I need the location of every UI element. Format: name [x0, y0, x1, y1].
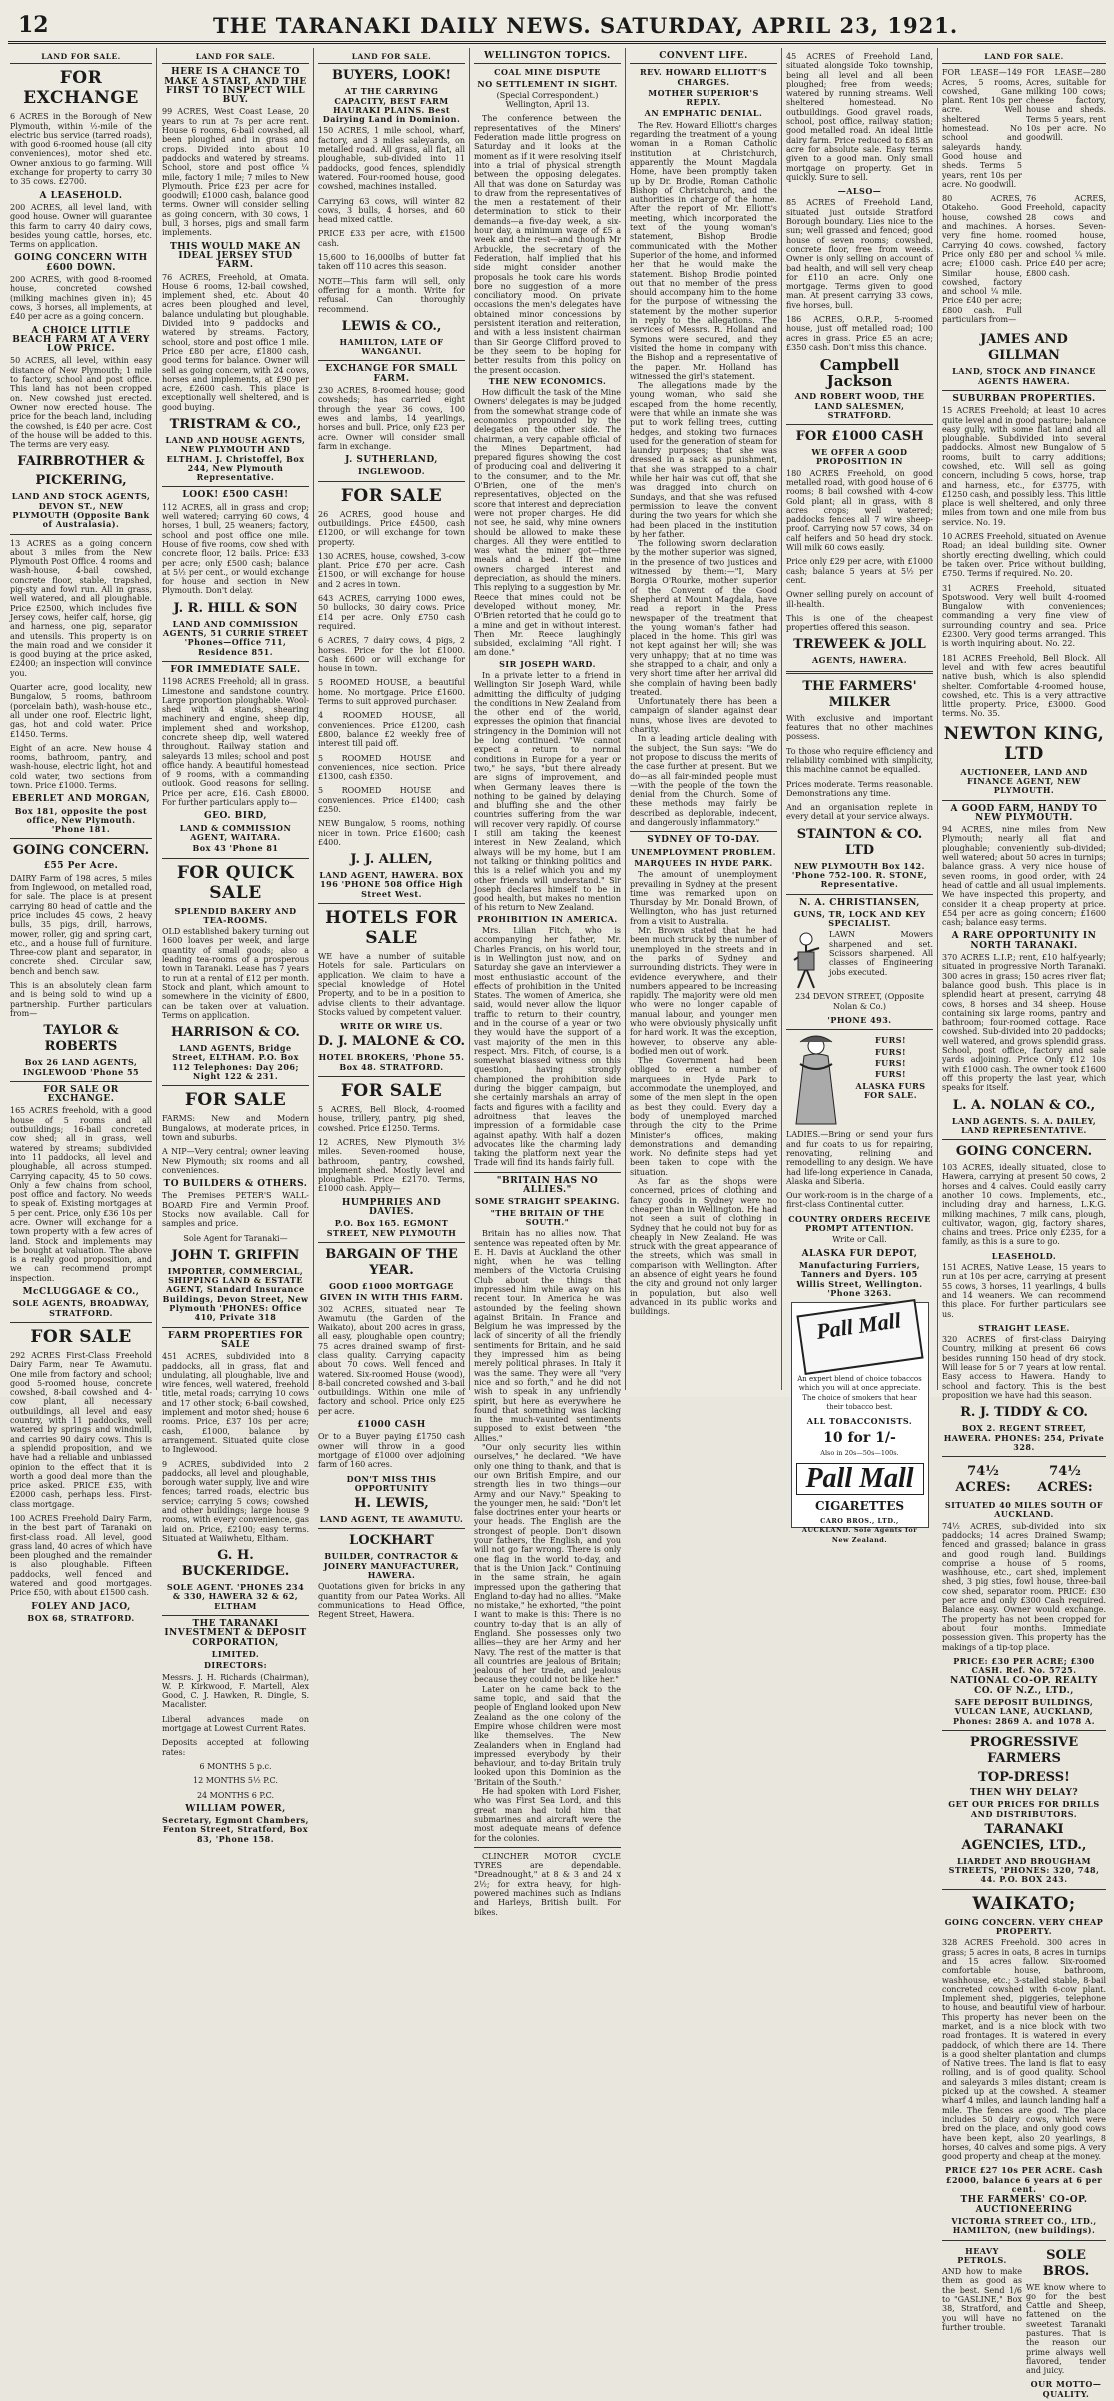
agent-address: NEW PLYMOUTH Box 142. 'Phone 752-100. R. STONE, Representative.	[791, 860, 928, 890]
pall-mall-advert	[791, 1302, 929, 1544]
agent-name: SOLE BROS.	[1042, 2247, 1090, 2279]
ad-heading: HEAVY PETROLS.	[957, 2245, 1007, 2265]
ad-text: 181 ACRES Freehold, Bell Block. All level and with few acres beautiful native bush, which is also splendid shelter. Comfortable 4-roomed house, cowshed, etc. This is a very attractive little property. Price, £3000. Good terms. No. 35.	[942, 653, 1106, 719]
ad-text: 5 ROOMED HOUSE and conveniences. Price £1400; cash £250.	[318, 786, 465, 814]
article-paragraph: The Government had been obliged to erect a number of marquees in Hyde Park to accommodate the unemployed, and some of the men slept in the open as best they could. Every day a body of unemployed marched through the city to the Prime Minister's offices, making demonstrations and demanding work. No definite steps had yet been taken to cope with the situation.	[630, 1056, 777, 1177]
ad-text: 643 ACRES, carrying 1000 ewes, 50 bullocks, 30 dairy cows. Price £14 per acre. Only £750 cash required.	[318, 594, 465, 631]
ad-subheading: AT THE CARRYING CAPACITY, BEST FARM HAURAKI PLAINS. Best Dairying Land in Dominion.	[322, 86, 461, 125]
ad-text: 10 ACRES Freehold, situated on Avenue Road; an ideal building site. Owner shortly erecting dwelling, which could be taken over. Price without building, £750. Terms if required. No. 20.	[942, 532, 1106, 579]
ad-heading: FOR SALE	[340, 1081, 443, 1102]
phone-number: 'PHONE 493.	[827, 1015, 892, 1026]
ad-text: NOTE—This farm will sell, only offering for a month. Write for refusal. Can thoroughly recommend.	[318, 276, 465, 314]
ad-text: Liberal advances made on mortgage at Lowest Current Rates.	[162, 1714, 309, 1734]
ad-heading: WAIKATO;	[972, 1893, 1076, 1914]
ad-text: Carrying 63 cows, will winter 82 cows, 3 bulls, 4 horses, and 60 head mixed cattle.	[318, 196, 465, 225]
ad-heading: LOOK! £500 CASH!	[182, 490, 289, 501]
agent-address: AGENTS, HAWERA.	[811, 655, 908, 666]
fur-slogan: FURS!	[874, 1035, 907, 1046]
ad-heading: FOR SALE	[340, 485, 443, 506]
fur-slogan: FURS!	[874, 1057, 907, 1068]
article-subheading: THE NEW ECONOMICS.	[488, 375, 607, 386]
agent-name: H. LEWIS,	[354, 1496, 429, 1512]
ad-text: 80 ACRES, Otakeho. Good house, cowshed and machines. A very fine home. Carrying 40 cows. Price only £80 per acre; £1000 cash. Similar house, cowshed, factory and school ¼ mile. Price £40 per acre; £800 cash. Full particulars from—	[942, 194, 1022, 325]
ad-text: Write or Call.	[832, 1235, 887, 1245]
ad-subheading: A LEASEHOLD.	[39, 190, 123, 201]
ad-text: 9 ACRES, subdivided into 2 paddocks, all level and ploughable, borough water supply, live and wire fences; tarred roads, electric bus service; carrying 5 cows; cowshed and other buildings; large house 9 rooms, with every convenience, gas laid on. Price, £2100; easy terms. Situated at Waiiwhetu, Eltham.	[162, 1459, 309, 1543]
fur-lady-illustration	[786, 1034, 844, 1130]
ad-text: CLINCHER MOTOR CYCLE TYRES are dependable. "Dreadnought," at 8 & 3 and 24 x 2½; for extra heavy, for high-powered machines such as Indians and Harleys, British built. For bikes.	[474, 1851, 621, 1917]
agent-name: R. J. TIDDY & CO.	[960, 1405, 1088, 1421]
agent-address: INGLEWOOD.	[358, 466, 425, 477]
agent-name: Campbell Jackson	[819, 356, 900, 391]
agent-name: D. J. MALONE & CO.	[318, 1034, 466, 1050]
agent-name: EBERLET AND MORGAN,	[11, 794, 151, 805]
ad-price: PRICE £27 10s PER ACRE. Cash £2000, balance 6 years at 6 per cent.	[945, 2165, 1103, 2195]
ad-subheading: OUR MOTTO—QUALITY.	[1030, 2379, 1102, 2399]
agent-name: LEWIS & CO.,	[341, 318, 442, 334]
agent-address: SAFE DEPOSIT BUILDINGS, VULCAN LANE, AUCKLAND, Phones: 2869 A. and 1078 A.	[952, 1697, 1096, 1726]
ad-heading: FOR IMMEDIATE SALE.	[170, 664, 301, 675]
article-paragraph: The amount of unemployment prevailing in Sydney at the present time was remarked upon on Thursday by Mr. Donald Brown, of Wellington, who has just returned from a visit to Australia.	[630, 870, 777, 926]
agent-address: P.O. Box 165. EGMONT STREET, NEW PLYMOUTH	[326, 1218, 457, 1238]
ad-subheading: ALL TOBACCONISTS.	[806, 1416, 913, 1427]
agent-name: McCLUGGAGE & CO.,	[22, 1287, 140, 1298]
article-paragraph: "Our only security lies within ourselves," he declared. "We have only one thing to thank, and that is our own British Empire, and our strength lies in two things—our Army and our Navy." Speaking to the younger men, he said: "Don't let false doctrines enter your hearts or your heads. The English are the strongest of people. Don't disown your fathers, the English, and you will not go far wrong. There is only one flag in the world to-day, and that is the Union Jack." Continuing in the same strain, he again impressed upon the gathering that England to-day had no allies. "Make no mistake," he exhorted, "the point I want to make is this: There is no country to-day that is an ally of England. She possesses only two allies—they are her Army and her Navy. The rest of the matter is that all countries are jealous of Britain; jealous of her trade, and jealous because they could not be like her."	[474, 1443, 621, 1685]
agent-address: BOX 68, STRATFORD.	[27, 1612, 135, 1623]
article-heading: WELLINGTON TOPICS.	[474, 52, 621, 64]
agent-address: LAND AGENT, TE AWAMUTU.	[319, 1514, 464, 1525]
ad-text: 302 ACRES, situated near Te Awamutu (the Garden of the Waikato), about 200 acres in grass, all easy, ploughable open country; 75 acres drained swamp of first-class quality. Carrying capacity about 70 cows. Well fenced and watered. Six-roomed House (wood), 8-bail concreted cowshed and 3-bail outbuildings. Within one mile of factory and school. Price only £25 per acre.	[318, 1304, 465, 1416]
ad-text: LADIES.—Bring or send your furs and fur coats to us for repairing, renovating, relining and remodelling to any design. We have had life-long experience in Canada, Alaska and Siberia.	[786, 1130, 933, 1186]
agent-name: FOLEY AND JACO,	[31, 1601, 131, 1612]
agent-name: ALASKA FUR DEPOT,	[801, 1248, 918, 1259]
ad-text: 1198 ACRES Freehold; all in grass. Limestone and sandstone country. Large proportion ploughable. Wool-shed with 4 stands, shearing machinery and engine, sheep dip, implement shed and workshop, concrete sheep dip, well watered throughout. Railway station and saleyards 13 miles; school and post office handy. A beautiful homestead of 9 rooms, with a commanding outlook. Good reasons for selling. Price per acre, £16. Cash £8000. For further particulars apply to—	[162, 677, 309, 808]
agent-address: LAND AGENT, HAWERA. BOX 196 'PHONE 508 Office High Street West.	[319, 870, 464, 899]
ad-text: 103 ACRES, ideally situated, close to Hawera, carrying at present 50 cows, 2 horses and 4 calves. Could easily carry another 10 cows. Implements, etc., including dray and harness, L.K.G. milking machines, 7 milk cans, plough, cultivator, wagon, gig, factory shares, chains and trees. Price only £235, for a family, as this is a sure to go.	[942, 1163, 1106, 1247]
ad-heading: FOR £1000 CASH	[795, 429, 924, 445]
ad-subheading: CIGARETTES	[814, 1498, 905, 1513]
ad-text: This is an absolutely clean farm and is being sold to wind up a partnership. Further particulars from—	[10, 981, 152, 1018]
ad-subheading: THIS WOULD MAKE AN IDEAL JERSEY STUD FARM.	[169, 241, 302, 271]
ad-text: FOR LEASE—149 Acres, 5 rooms, cowshed, Gane plant. Rent 10s per acre. Well sheltered homestead. No school and saleyards handy. Good house and sheds. Terms 5 years, rent 10s per acre. No goodwill.	[942, 68, 1022, 189]
column-7	[942, 52, 1106, 2399]
column-rule	[313, 48, 314, 1390]
cigarette-pack-illustration	[796, 1299, 923, 1375]
article-subheading: COAL MINE DISPUTE	[494, 67, 601, 78]
article-subheading: NO SETTLEMENT IN SIGHT.	[477, 78, 618, 89]
article-heading: SYDNEY OF TO-DAY.	[647, 835, 760, 846]
ad-text: 31 ACRES Freehold, situated Spotswood. Very well built 4-roomed Bungalow with conveniences; commanding a very fine view of surrounding country and sea. Price £2300. Very good terms arranged. This is worth inquiring about. No. 22.	[942, 583, 1106, 649]
ad-text: 292 ACRES First-Class Freehold Dairy Farm, near Te Awamutu. One mile from factory and school; good 5-roomed house, concrete cowshed, 8-bail cowshed and 4-cow plant, all necessary outbuildings, all level and easy country, with 11 paddocks, well watered by springs and windmill, and carries 90 dairy cows. This is a splendid proposition, and we have had a reliable and unbiassed opinion to the effect that it is worth a good deal more than the price asked. PRICE £35, with £2000 cash, perhaps less. First-class mortgage.	[10, 1350, 152, 1509]
ad-heading: FOR QUICK SALE	[176, 862, 295, 903]
ad-heading: SUBURBAN PROPERTIES.	[952, 393, 1096, 404]
ad-heading: 74½ ACRES:	[955, 1464, 1011, 1496]
agent-subtitle: LIMITED.	[211, 1648, 260, 1659]
agent-name: LOCKHART	[349, 1533, 434, 1549]
agent-name: J. J. ALLEN,	[350, 852, 433, 868]
ad-text: Price only £29 per acre, with £1000 cash; balance 5 years at 5½ per cent.	[786, 557, 933, 585]
agent-address: AUCTIONEER, LAND AND FINANCE AGENT, NEW PLYMOUTH.	[960, 766, 1088, 796]
ad-text: 15,600 to 16,000lbs of butter fat taken off 110 acres this season.	[318, 253, 465, 272]
agent-name: HARRISON & CO.	[171, 1025, 300, 1041]
agent-name: NATIONAL CO-OP. REALTY CO. OF N.Z., LTD.,	[950, 1676, 1098, 1696]
ad-text: 13 ACRES as a going concern about 3 miles from the New Plymouth Post Office. 4 rooms and wash-house, 4-bail cowshed, concrete floor, stable, trapshed, pig-sty and fowl run. All in grass, well watered, and all ploughable. Price £2500, which includes five Jersey cows, heifer calf, horse, gig and harness, one pig, separator and utensils. This property is on the main road and we consider it is good buying at the price asked, £2400; an inspection will convince you.	[10, 538, 152, 678]
article-subheading: REV. HOWARD ELLIOTT'S CHARGES.	[639, 67, 768, 87]
agent-name: TAYLOR & ROBERTS	[43, 1023, 119, 1055]
article-paragraph: The Rev. Howard Elliott's charges regarding the treatment of a young woman in a Roman Catholic institution at Christchurch, apparently the Mount Magdala Home, have been promptly taken up by Dr. Brodie, Roman Catholic Bishop of Christchurch, and the authorities in charge of the home. After the report of Mr. Elliott's meeting, which incorporated the text of the young woman's statement, Bishop Brodie communicated with the Mother Superior of the home, and informed her that he would make the statement. Bishop Brodie pointed out that no member of the press should accompany him to the home for the purpose of witnessing the statement by the mother superior in reply to the allegations. The services of Messrs. R. Holland and Symons were secured, and they visited the home in company with the Bishop and a representative of the paper. Mr. Holland has witnessed the girl's statement.	[630, 120, 777, 381]
ad-heading: FOR SALE	[30, 1326, 132, 1347]
ad-text: 85 ACRES of Freehold Land, situated just outside Stratford Borough boundary. Lies nice to the sun; well grassed and fenced; good house of seven rooms; cowshed, concrete floor, free from weeds. Owner is only selling on account of bad health, and will sell very cheap for £110 an acre. Only one mortgage. Terms given to good man. At present carrying 33 cows, five horses, bull.	[786, 198, 933, 310]
article-paragraph: The allegations made by the young woman, who said she escaped from the home recently, were that while an inmate she was put to work felling trees, cutting hedges, and stoking two furnaces used for the generation of steam for laundry purposes; that she was dressed in a sack as punishment, that she was strapped to a chair while her hair was cut off, that she was dragged into church on Sundays, and that she was refused permission to leave the convent during the two years for which she had been placed in the institution by her father.	[630, 381, 777, 539]
ad-text: 26 ACRES, good house and outbuildings. Price £4500, cash £1200, or will exchange for town property.	[318, 509, 465, 547]
agent-address: HAMILTON, LATE OF WANGANUI.	[339, 336, 444, 357]
ad-heading: THE FARMERS' MILKER	[802, 678, 917, 710]
ad-subheading: £1000 CASH	[357, 1420, 426, 1431]
ad-text: Quotations given for bricks in any quantity from our Patea Works. All communications to Head Office, Regent Street, Hawera.	[318, 1582, 465, 1620]
article-paragraph: How difficult the task of the Mine Owners' delegates is may be judged from the somewhat strange code of economics propounded by the delegates on the other side. The chairman, a very capable official of the Mines Department, had prepared figures showing the cost of producing coal and delivering it to the consumer, and to the Mr. O'Brien, one of the men's representatives, objected on the score that interest and depreciation were not proper charges. He did not see, he said, why mine owners should be allowed to make these charges. All they were entitled to was what the miner got—three meals and a bed. If the mine owners charged interest and depreciation, as should the miners. This replying to a suggestion by Mr. Reece that mines could not be developed without money, Mr. O'Brien retorted that he could go to a mine and get in without interest. Then Mr. Reece laughingly subsided, exclaiming "All right. I am done."	[474, 388, 621, 658]
ad-text: 94 ACRES, nine miles from New Plymouth; nearly all flat and ploughable; conveniently sub-divided; well watered; about 50 acres in turnips; balance grass. A very nice house of seven rooms, in good order, with 24 head of cattle and all usual implements. We have inspected this property, and consider it a cheap property at price. £54 per acre as going concern; £1600 cash; balance easy terms.	[942, 825, 1106, 928]
ad-subheading: —ALSO—	[837, 186, 882, 197]
agent-name: J. R. HILL & SON	[173, 600, 298, 616]
agent-address: LAND & COMMISSION AGENT, WAITARA.	[179, 822, 292, 842]
article-paragraph: Mrs. Lilian Fitch, who is accompanying her father, Mr. Charles Francis, on his world tour, is in Wellington just now, and on Saturday she gave an interviewer a most enthusiastic account of the effects of prohibition in the United States. The women of America, she said, would never allow the liquor traffic to return to their country, and in the course of a year or two they would have the support of a vast majority of the men in this respect. Mrs. Fitch, of course, is a somewhat biassed witness on this question, having strongly championed the prohibition side during the bigger campaign, but she certainly marshals an array of facts and figures with a facility and adroitness that leaves the impression of a formidable case against apathy. With half a dozen advocates like the charming lady taking the platform next year the Trade will find its hands fairly full.	[474, 926, 621, 1168]
ad-text: 100 ACRES Freehold Dairy Farm, in the best part of Taranaki on first-class road. All level, good grass land, 40 acres of which have been ploughed and the remainder is also ploughable. Fifteen paddocks, well fenced and watered and good mortgages. Price £50, with about £1500 cash.	[10, 1514, 152, 1598]
agent-name: J. SUTHERLAND,	[345, 455, 438, 466]
column-4	[474, 51, 622, 1917]
ad-heading: HERE IS A CHANCE TO MAKE A START, AND THE FIRST TO INSPECT WILL BUY.	[164, 67, 307, 106]
ad-subheading: SPLENDID BAKERY AND TEA-ROOMS.	[174, 905, 297, 925]
ad-heading: A RARE OPPORTUNITY IN NORTH TARANAKI.	[951, 931, 1097, 951]
article-paragraph: The conference between the representatives of the Miners' Federation made little progress on Saturday and it looks at the moment as if it were resolving itself into a trial of physical strength between the opposing delegates. All that was done on Saturday was to draw from the representatives of the men a restatement of their determination to stick to their demands—a five-day week, a six-hour day, a minimum wage of £5 a week and the rest—and though Mr Arbuckle, the secretary of the Federation, half implied that his side might consider another proposals he took care his words bore no suggestion of a more conciliatory mood. On private occasions the men's delegates have obtained minor concessions by persistent iteration and reiteration, and with a less insistent chairman than Sir George Clifford proved to be they seem to be hoping for better results from this policy on the present occasion.	[474, 114, 621, 375]
agent-name: TRISTRAM & CO.,	[169, 416, 302, 432]
article-subheading: PROHIBITION IN AMERICA.	[477, 913, 618, 924]
agent-name: G. H. BUCKERIDGE.	[181, 1548, 290, 1580]
article-dateline: (Special Correspondent.) Wellington, April 13.	[496, 90, 599, 110]
agent-address: Secretary, Egmont Chambers, Fenton Street, Stratford, Box 83, 'Phone 158.	[162, 1815, 309, 1844]
article-subheading: UNEMPLOYMENT PROBLEM.	[631, 846, 776, 857]
ad-text: 200 ACRES, with good 8-roomed house, concreted cowshed (milking machines given in); 45 cows, 3 horses, all implements, at £40 per acre as a going concern.	[10, 275, 152, 322]
agent-address: LIARDET AND BROUGHAM STREETS, 'PHONES: 320, 748, 44. P.O. BOX 243.	[948, 1855, 1100, 1885]
agent-address: Manufacturing Furriers, Tanners and Dyers. 105 Willis Street, Wellington. 'Phone 3263.	[796, 1259, 923, 1298]
article-heading: "BRITAIN HAS NO ALLIES."	[496, 1175, 599, 1196]
fur-slogan: FURS!	[874, 1046, 907, 1057]
rate-line: 12 MONTHS 5½ P.C.	[193, 1776, 278, 1786]
column-rule	[156, 48, 157, 1390]
ad-text: A NIP—Very central; owner leaving New Plymouth; six rooms and all conveniences.	[162, 1147, 309, 1175]
ad-text: 180 ACRES Freehold, on good metalled road, with good house of 6 rooms; 8 bail cowshed with 4-cow Gold plant; all in grass, with 8 acres crops; well watered; paddocks fences all 7 wire sheep-proof. Carrying now 57 cows, 34 on calf heifers and 50 head dry stock. Will milk 60 cows easily.	[786, 468, 933, 553]
ad-text: 99 ACRES, West Coast Lease, 20 years to run at 7s per acre rent. House 6 rooms, 6-bail cowshed, all been ploughed and in grass and crops. Divided into about 10 paddocks and watered by streams. School, store and post office ¼ mile, factory 1 mile; 7 miles to New Plymouth. Price £23 per acre for goodwill; £1000 cash, balance good terms. Owner will consider selling as going concern, with 30 cows, 1 bull, 3 horses, pigs and small farm implements.	[162, 107, 309, 238]
column-heading: LAND FOR SALE.	[942, 52, 1106, 64]
article-paragraph: He had spoken with Lord Fisher, who was First Sea Lord, and this great man had told him that submarines and aircraft were the most adequate means of defence for the colonies.	[474, 1787, 621, 1843]
ad-subheading: DIRECTORS:	[203, 1660, 268, 1671]
masthead	[8, 4, 1106, 44]
agent-box: Box 43 'Phone 81	[192, 843, 279, 854]
ad-heading: 74½ ACRES:	[1037, 1464, 1093, 1496]
ad-text: 200 ACRES, all level land, with good house. Owner will guarantee this farm to carry 40 dairy cows, besides young cattle, horses, etc. Terms on application.	[10, 202, 152, 250]
agent-address: LAND AGENTS. S. A. DAILEY, LAND REPRESENTATIVE.	[951, 1115, 1097, 1135]
ad-text: 74½ ACRES, sub-divided into six paddocks; 14 acres Drained Swamp; fenced and grassed; balance in grass and good rough land. Buildings comprise a house of 5 rooms, washhouse, etc., cart shed, implement shed, 3 pig sties, fowl house, three-bail cow shed, separator room. PRICE: £30 per acre and only £300 Cash required. Balance easy. Owner would exchange. The property has not been cropped for about four months. Immediate possession given. This property has the makings of a tip-top place.	[942, 1521, 1106, 1652]
ad-text: 328 ACRES Freehold. 300 acres in grass; 5 acres in oats, 8 acres in turnips and 15 acres fallow. Six-roomed comfortable house, bathroom, washhouse, etc.; 3-stalled stable, 8-bail concreted cowshed with 6-cow plant. Implement shed, piggeries, telephone to house, and beautiful view of harbour. This property has never been on the market, and is a nice block with two road frontages. It is watered in every paddock, of which there are 14. There is a good shelter plantation and clumps of Native trees. The land is flat to easy rolling, and is of good quality. School and saleyards 3 miles distant; cream is picked up at the cowshed. A steamer wharf 4 miles, and launch landing half a mile. The fences are good. The place includes 50 dairy cows, which were bred on the place, and only good cows have been kept, also 20 yearlings, 8 horses, 40 calves and some pigs. A very good property and cheap at the money.	[942, 1938, 1106, 2162]
ad-text: 15 ACRES Freehold; at least 10 acres quite level and in good pasture; balance easy gully, with some flat land and all ploughable. Subdivided into several paddocks. Almost new Bungalow of 5 rooms, built to carry additions; cowshed, etc. Will sell as going concern, including 5 cows, horse, trap and harness, etc., for £3775, with £1250 cash, and possibly less. This little place is well sheltered, and only three miles from town and one mile from bus service. No. 19.	[942, 406, 1106, 527]
ad-text: DAIRY Farm of 198 acres, 5 miles from Inglewood, on metalled road, for sale. The place is at present carrying 80 head of cattle and the price includes 45 cows, 2 heavy bulls, 35 pigs, drill, harrows, mower, roller, gig and spring cart, etc., and a house full of furniture. Three-cow plant and separator, in concrete shed. Circular saw, bench and bench saw.	[10, 873, 152, 976]
article-subheading: "THE BRITAIN OF THE SOUTH."	[490, 1207, 605, 1227]
ad-subheading: GET OUR PRICES FOR DRILLS AND DISTRIBUTORS.	[948, 1799, 1100, 1819]
ad-price: 10 for 1/-	[823, 1429, 896, 1446]
agent-address: AND ROBERT WOOD, THE LAND SALESMEN, STRATFORD.	[794, 391, 925, 420]
article-paragraph: Later on he came back to the same topic, and said that the people of England looked upon New Zealand as the one colony of the Empire whose children were most like themselves. The New Zealanders when in England had impressed everybody by their behaviour, and to-day Britain truly looked upon this Dominion as the 'Britain of the South.'	[474, 1684, 622, 1787]
ad-subheading: LEASEHOLD.	[991, 1250, 1057, 1261]
agent-name: TARANAKI AGENCIES, LTD.,	[961, 1821, 1087, 1853]
ad-price: £55 Per Acre.	[43, 861, 119, 872]
ad-text: NEW Bungalow, 5 rooms, nothing nicer in town. Price £1600; cash £400.	[318, 819, 465, 847]
ad-text: Prices moderate. Terms reasonable. Demonstrations any time.	[786, 779, 933, 798]
ad-heading: FARM PROPERTIES FOR SALE	[167, 1330, 304, 1350]
ad-text: WE have a number of suitable Hotels for sale. Particulars on application. We claim to have a special knowledge of Hotel Property, and to be in a position to advise clients to their advantage. Stocks valued by competent valuer.	[318, 952, 465, 1017]
ad-text: Deposits accepted at following rates:	[162, 1738, 309, 1757]
ad-heading: BUYERS, LOOK!	[331, 68, 452, 84]
ad-heading: A GOOD FARM, HANDY TO NEW PLYMOUTH.	[950, 803, 1098, 823]
ad-text: FOR LEASE—280 Acres, suitable for milking 100 cows; cheese factory, house and sheds. Terms 5 years, rent 10s per acre. No goodwill.	[1026, 68, 1106, 143]
agent-address: BOX 2. REGENT STREET, HAWERA. PHONES: 254, Private 328.	[943, 1423, 1105, 1452]
lawn-mower-man-illustration	[786, 930, 826, 992]
agent-name: NEWTON KING, LTD	[943, 723, 1105, 764]
article-paragraph: The following sworn declaration by the mother superior was signed, in the presence of two justices and witnessed by them:—"I, Mary Borgia O'Rourke, mother superior of the Convent of the Good Shepherd at Mount Magdala, have read a report in the Press newspaper of the treatment that the young woman's father had placed in the home. This girl was not kept against her will; she was very unhappy; that at no time was she strapped to a chair, and only a very short time after her arrival did she complain of having been badly treated.	[630, 539, 777, 697]
agent-address: SOLE AGENTS, BROADWAY, STRATFORD.	[12, 1298, 150, 1318]
ad-text: 12 ACRES, New Plymouth 3½ miles. Seven-roomed house, bathroom, pantry, cowshed, implement shed. Mostly level and ploughable. Price £2170. Terms, £1000 cash. Apply—	[318, 1137, 465, 1194]
ad-text: 370 ACRES L.I.P.; rent, £10 half-yearly; situated in progressive North Taranaki. 300 acres in grass; 150 acres river flat; balance good bush. This place is in splendid heart at present, carrying 48 cows, 8 horses and 34 sheep. House containing six large rooms, pantry and bathroom; four-roomed cottage. Race cowshed. Sub-divided into 20 paddocks; well watered, and grows splendid grass. School, post office, factory and sale yards adjoining. Price Only £12 10s with £1000 cash. The owner took £1600 off this property the last year, which speaks for itself.	[942, 953, 1106, 1093]
page-number: 12	[18, 12, 49, 38]
column-heading: LAND FOR SALE.	[10, 52, 152, 64]
ad-text: Also in 20s—50s—100s.	[820, 1448, 899, 1457]
article-paragraph: In a private letter to a friend in Wellington Sir Joseph Ward, while admitting the difficulty of judging the conditions in New Zealand from the other end of the world, expresses the opinion that financial stringency in the Dominion will not be long continued. "We cannot expect a return to normal conditions in Europe for a year or two," he says, "but there already are signs of improvement, and when Germany leaves there is nothing to be gained by delaying and bluffing she and the other countries suffering from the war will recover very rapidly. Of course I still am taking the keenest interest in New Zealand, which always will be my home, but I am not talking or thinking politics and this is a relief which you and my other friends will understand." Sir Joseph declares himself to be in good health, but makes no mention of his return to New Zealand.	[474, 671, 621, 913]
agent-address: VICTORIA STREET CO., LTD., HAMILTON, (new buildings).	[951, 2215, 1097, 2236]
agent-address: CARO BROS., LTD., AUCKLAND. Sole Agents for New Zealand.	[801, 1516, 918, 1544]
ad-heading: GOING CONCERN.	[12, 843, 150, 859]
ad-subheading: GOING CONCERN. VERY CHEAP PROPERTY.	[944, 1916, 1104, 1937]
column-2	[162, 52, 309, 1844]
ad-text: Our work-room is in the charge of a first-class Continental cutter.	[786, 1191, 933, 1210]
ad-text: Owner selling purely on account of ill-health.	[786, 590, 933, 609]
agent-name: GEO. BIRD,	[203, 811, 268, 822]
ad-heading: GOING CONCERN.	[955, 1144, 1093, 1160]
ad-text: 234 DEVON STREET, (Opposite Nolan & Co.)	[795, 992, 924, 1011]
ad-text: 45 ACRES of Freehold Land, situated alongside Toko township, being all level and all been ploughed; free from weeds; watered by running streams. Well sheltered homestead. No outbuildings. Good gravel roads, school, post office, railway station; good metalled road. An ideal little dairy farm. Price reduced to £85 an acre for absolute sale. Easy terms given to a good man. Only small mortgage on property. Get in quickly. Sure to sell.	[786, 52, 933, 182]
ad-text: 130 ACRES, house, cowshed, 3-cow plant. Price £70 per acre. Cash £1500, or will exchange for house and 2 acres in town.	[318, 551, 465, 589]
ad-subheading: DON'T MISS THIS OPPORTUNITY	[346, 1473, 437, 1493]
agent-name: TREWEEK & JOLL	[793, 637, 926, 653]
article-subheading: SOME STRAIGHT SPEAKING.	[475, 1196, 620, 1207]
agent-name: N. A. CHRISTIANSEN,	[799, 897, 920, 908]
column-3	[318, 52, 466, 1620]
ad-text: To those who require efficiency and reliability combined with simplicity, this machine cannot be equalled.	[786, 746, 933, 775]
agent-address: IMPORTER, COMMERCIAL, SHIPPING LAND & ESTATE AGENT, Standard Insurance Buildings, Devon Street, New Plymouth 'PHONES: Office 410, Private 318	[162, 1265, 309, 1323]
ad-text: 76 ACRES, Freehold, at Omata. House 6 rooms, 12-bail cowshed, implement shed, etc. About 40 acres been ploughed and level, balance undulating but ploughable. Divided into 9 paddocks and watered by streams. Factory, school, store and post office 1 mile. Price £80 per acre, £1800 cash, good terms for balance. Owner will sell as going concern, with 24 cows, horses and implements, at £90 per acre, £2600 cash. This place is exceptionally well sheltered, and is good buying.	[162, 272, 309, 412]
agent-address: BUILDER, CONTRACTOR & JOINERY MANUFACTURER, HAWERA.	[323, 1551, 460, 1581]
column-6	[786, 52, 933, 1544]
agent-address: LAND AGENTS, Bridge Street, ELTHAM. P.O. Box 112 Telephones: Day 206; Night 122 & 231.	[172, 1043, 299, 1082]
newspaper-title: THE TARANAKI DAILY NEWS. SATURDAY, APRIL 23, 1921.	[213, 13, 959, 38]
ad-subheading: THEN WHY DELAY?	[969, 1787, 1079, 1798]
ad-subheading: A CHOICE LITTLE BEACH FARM AT A VERY LOW PRICE.	[12, 325, 150, 355]
agent-name: L. A. NOLAN & CO.,	[952, 1097, 1096, 1113]
ad-subheading: GIVEN IN WITH THIS FARM.	[319, 1292, 464, 1303]
agent-address: LAND, STOCK AND FINANCE AGENTS HAWERA.	[952, 366, 1096, 386]
article-subheading: MOTHER SUPERIOR'S REPLY.	[648, 87, 759, 108]
agent-name: THE TARANAKI INVESTMENT & DEPOSIT CORPORATION,	[164, 1619, 307, 1648]
ad-subheading: STRAIGHT LEASE.	[978, 1322, 1070, 1333]
ad-text: Or to a Buyer paying £1750 cash owner will throw in a good mortgage of £1000 over adjoining farm of 160 acres.	[318, 1432, 465, 1470]
agent-name: STAINTON & CO. LTD	[796, 826, 923, 858]
ad-subheading: GOOD £1000 MORTGAGE	[329, 1280, 454, 1291]
ad-text: 320 ACRES of first-class Dairying Country, milking at present 66 cows besides running 150 head of dry stock. Will lease for 5 or 7 years at low rental. Easy access to Hawera. Handy to school and factory. This is the best proposition we have had this season.	[942, 1335, 1106, 1400]
ad-heading: EXCHANGE FOR SMALL FARM.	[325, 364, 458, 384]
ad-text: Messrs. J. H. Richards (Chairman), W. P. Kirkwood, F. Martell, Alex Good, C. J. Hawken, R. Dingle, S. Macalister.	[162, 1672, 309, 1710]
ad-text: 230 ACRES, 8-roomed house; good cowsheds; has carried eight through the year 36 cows, 100 ewes and lambs, 14 yearlings, horses and bull. Price, only £23 per acre. Owner will consider small farm in exchange.	[318, 386, 465, 451]
ad-heading: FOR SALE OR EXCHANGE.	[43, 1084, 119, 1105]
ad-text: 76 ACRES, Freehold, capacity 28 cows and horses. Seven-roomed house, cowshed, factory and school ¼ mile. Price £40 per acre; £800 cash.	[1026, 194, 1106, 278]
ad-text: 451 ACRES, subdivided into 8 paddocks, all in grass, flat and undulating, all ploughable, live and wire fences, well watered, freehold title, metal roads; carrying 10 cows and 17 other stock; 6-bail cowshed, implement and motor shed; house 6 rooms. Price, £37 10s per acre; cash, £1000, balance by arrangement. Situated quite close to Inglewood.	[162, 1352, 309, 1455]
agent-address: Box 26 LAND AGENTS, INGLEWOOD 'Phone 55	[22, 1057, 140, 1077]
article-paragraph: Unfortunately there has been a campaign of slander against dear nuns, whose lives are devoted to charity.	[630, 697, 777, 735]
column-heading: LAND FOR SALE.	[318, 52, 465, 64]
ad-text: 6 ACRES, 7 dairy cows, 4 pigs, 2 horses. Price for the lot £1000. Cash £600 or will exchange for house in town.	[318, 636, 465, 674]
agent-name: WILLIAM POWER,	[185, 1803, 286, 1814]
agent-name: THE FARMERS' CO-OP. AUCTIONEERING	[960, 2195, 1088, 2215]
ad-text: This is one of the cheapest properties offered this season.	[786, 613, 933, 633]
ad-heading: FOR EXCHANGE	[23, 68, 139, 109]
agent-address: SOLE AGENT. 'PHONES 234 & 330, HAWERA 32 & 62, ELTHAM	[166, 1582, 305, 1611]
ad-subheading: GOING CONCERN WITH £600 DOWN.	[14, 253, 148, 273]
ad-subheading: COUNTRY ORDERS RECEIVE PROMPT ATTENTION.	[788, 1213, 931, 1234]
column-1	[10, 52, 152, 1623]
agent-address: LAND AND COMMISSION AGENTS, 51 CURRIE STREET 'Phones—Office 711, Residence 851.	[162, 618, 309, 657]
ad-text: AND how to make them as good as the best. Send 1/6 to "GASLINE," Box 38, Stratford, and you will have no further trouble.	[942, 2267, 1022, 2332]
ad-text: Eight of an acre. New house 4 rooms, bathroom, pantry, and wash-house, electric light, hot and cold water, two sections from town. Price £1000. Terms.	[10, 743, 152, 790]
agent-name: FAIRBROTHER &	[17, 454, 145, 470]
ad-subheading: WRITE OR WIRE US.	[340, 1021, 443, 1032]
article-subheading: MARQUEES IN HYDE PARK.	[634, 857, 773, 868]
article-subheading: AN EMPHATIC DENIAL.	[644, 108, 763, 119]
ad-text: 50 ACRES, all level, within easy distance of New Plymouth; 1 mile to factory, school and post office. This land has not been cropped on. New cowshed just erected. Owner now erected house. The price for the beach land, including the cowshed, is £40 per acre. Cost of the house will be added to this. The terms are very easy.	[10, 356, 152, 450]
ad-text: FARMS: New and Modern Bungalows, at moderate prices, in town and suburbs.	[162, 1114, 309, 1142]
article-paragraph: Britain has no allies now. That sentence was repeated often by Mr. E. H. Davis at Auckland the other night, when he was telling members of the Victoria Cruising Club about the things that impressed him while away on his recent tour. In America he was astounded by the feeling shown against Britain. In France and Belgium he was impressed by the lack of sincerity of all the friendly sentiments for Britain, and he said they impressed him as being merely political phrases. In Italy it was the same. They were all "very nice and so forth," and he did not wish to speak in any unfriendly spirit, but here as everywhere he found that something was lacking in the much-vaunted sentiments supposed to exist between "the Allies."	[474, 1229, 621, 1443]
ad-subheading: SITUATED 40 MILES SOUTH OF AUCKLAND.	[944, 1500, 1104, 1520]
column-rule	[937, 48, 938, 1390]
ad-heading: BARGAIN OF THE YEAR.	[325, 1246, 458, 1278]
ad-text: 112 ACRES, all in grass and crop; well watered; carrying 60 cows, 4 horses, 1 bull, 25 weaners; factory, school and post office one mile. House of five rooms, cow shed with concrete floor, 12 bails. Price: £33 per acre; only £500 cash; balance at 5½ per cent., or would exchange for house and section in New Plymouth. Don't delay.	[162, 502, 309, 596]
ad-text: 150 ACRES, 1 mile school, wharf, factory, and 3 miles saleyards, on metalled road. All grass, all flat, all ploughable, sub-divided into 11 paddocks, good fences, splendidly watered. Four-roomed house, good cowshed, machines installed.	[318, 126, 465, 192]
column-heading: LAND FOR SALE.	[162, 52, 309, 64]
ad-text: 165 ACRES freehold, with a good house of 5 rooms and all outbuildings; 16-bail concreted cow shed; all in grass, well watered by streams; subdivided into 11 paddocks, all level and ploughable, all across stumped. Carrying capacity, 45 to 50 cows. Only a few chains from school, post office and factory. No weeds to speak of. Existing mortgages at 5 per cent. Price, only £36 10s per acre. Owner will exchange for a town property with a few acres of land. Stock and implements may be bought at valuation. The above is a really good proposition, and we can recommend prompt inspection.	[10, 1106, 152, 1283]
ad-text: 151 ACRES, Native Lease, 15 years to run at 10s per acre, carrying at present 55 cows, 3 horses, 11 yearlings, 4 bulls and 14 weaners. We can recommend this place. For further particulars see us.	[942, 1263, 1106, 1319]
ad-text: LAWN Mowers sharpened and set. Scissors sharpened. All classes of Engineering jobs executed.	[829, 930, 933, 977]
ad-heading: PROGRESSIVE FARMERS	[969, 1734, 1079, 1766]
ad-text: 5 ROOMED HOUSE and conveniences, nice section. Price £1300, cash £350.	[318, 753, 465, 782]
column-rule	[781, 48, 782, 1390]
rate-line: 6 MONTHS 5 p.c.	[199, 1761, 272, 1771]
ad-heading: FOR SALE	[184, 1090, 287, 1111]
ad-text: 5 ROOMED HOUSE, a beautiful home. No mortgage. Price £1600. Terms to suit approved purchaser.	[318, 678, 465, 707]
pall-mall-logo: Pall Mall	[796, 1463, 924, 1495]
rate-line: 24 MONTHS 6 P.C.	[196, 1790, 275, 1800]
ad-heading: TOP-DRESS!	[978, 1769, 1070, 1785]
ad-text: With exclusive and important features that no other machines possess.	[786, 713, 933, 742]
agent-address: LAND AND STOCK AGENTS, DEVON ST., NEW PLYMOUTH (Opposite Bank of Australasia).	[11, 491, 151, 530]
ad-text: Sole Agent for Taranaki—	[183, 1233, 288, 1243]
pack-brand-logo: Pall Mall	[814, 1307, 902, 1345]
agent-address: LAND AND HOUSE AGENTS, NEW PLYMOUTH AND ELTHAM. J. Christoffel, Box 244, New Plymouth Representative.	[165, 434, 306, 483]
ad-text: 4 ROOMED HOUSE, all conveniences. Price £1200, cash £800, balance £2 weekly free of interest till paid off.	[318, 711, 465, 749]
ad-text: An expert blend of choice tobaccos which you will at once appreciate. The choice of smokers that hear their tobacco best.	[797, 1375, 922, 1412]
ad-text: The Premises PETER'S WALL-BOARD Fire and Vermin Proof. Stocks now available. Call for samples and price.	[162, 1191, 309, 1229]
agent-name: PICKERING,	[35, 473, 127, 489]
agent-address: HOTEL BROKERS, 'Phone 55. Box 48. STRATFORD.	[318, 1052, 465, 1072]
article-subheading: SIR JOSEPH WARD.	[499, 658, 596, 669]
agent-name: JOHN T. GRIFFIN	[171, 1247, 300, 1263]
ad-text: 6 ACRES in the Borough of New Plymouth, within ½-mile of the electric bus service (tarred roads), with good 6-roomed house (all city conveniences), motor shed etc. Owner anxious to go farming. Will exchange for property to carry 30 to 35 cows. £2700.	[10, 112, 152, 187]
agent-name: JAMES AND GILLMAN	[980, 332, 1068, 364]
ad-text: OLD established bakery turning out 1600 loaves per week, and large quantity of small goods; also a leading tea-rooms of a prosperous town in Taranaki. Lease has 7 years to run at a rental of £12 per month. Stock and plant, which amount to somewhere in the vicinity of £800, can be taken over at valuation. Terms on application.	[162, 927, 309, 1020]
agent-address: Box 181, opposite the post office, New Plymouth. 'Phone 181.	[14, 805, 148, 835]
agent-address: GUNS, TR, LOCK AND KEY SPECIALIST.	[793, 908, 926, 929]
ad-text: 186 ACRES, O.R.P., 5-roomed house, just off metalled road; 100 acres in grass. Price £5 an acre; £350 cash. Don't miss this chance.	[786, 315, 933, 352]
ad-text: Quarter acre, good locality, new Bungalow, 5 rooms, bathroom (porcelain bath), wash-house etc., all under one roof. Electric light, gas, hot and cold water. Price £1450. Terms.	[10, 683, 152, 739]
column-rule	[625, 48, 626, 1390]
ad-subheading: ALASKA FURS FOR SALE.	[855, 1080, 926, 1100]
ad-price: PRICE: £30 PER ACRE; £300 CASH. Ref. No. 5725.	[953, 1655, 1095, 1676]
article-paragraph: In a leading article dealing with the subject, the Sun says: "We do not propose to discuss the merits of the case further at present. But we do—as all fair-minded people must—with the people of the town the denial from the Church. Some of these methods may fairly be described as deplorable, indecent, and dangerously inflammatory."	[630, 734, 777, 828]
ad-heading: HOTELS FOR SALE	[325, 908, 458, 949]
agent-name: HUMPHRIES AND DAVIES.	[341, 1197, 442, 1218]
column-5	[630, 52, 777, 1390]
ad-text: And an organisation replete in every detail at your service always.	[786, 803, 933, 822]
ad-text: 5 ACRES, Bell Block, 4-roomed house, trillery, pantry, pig shed, cowshed. Price £1250. Terms.	[318, 1105, 465, 1133]
ad-subheading: TO BUILDERS & OTHERS.	[163, 1179, 308, 1190]
column-rule	[469, 48, 470, 1390]
article-heading: CONVENT LIFE.	[630, 52, 777, 64]
ad-subheading: WE OFFER A GOOD PROPOSITION IN	[811, 447, 908, 467]
article-paragraph: Mr. Brown stated that he had been much struck by the number of unemployed in the streets and in the parks of Sydney and surrounding districts. They were in evidence everywhere, and their numbers appeared to be increasing rapidly. The majority were old men who were no longer capable of manual labour, and younger men who were obviously physically unfit for hard work. It was the exception, however, to observe any able-bodied men out of work.	[630, 926, 777, 1056]
ad-text: PRICE £33 per acre, with £1500 cash.	[318, 229, 465, 248]
ad-text: WE know where to go for the best Cattle and Sheep, fattened on the sweetest Taranaki pastures. That is the reason our prime always well flavored, tender and juicy.	[1026, 2282, 1106, 2376]
fur-slogan: FURS!	[874, 1069, 907, 1080]
article-paragraph: As far as the shops were concerned, prices of clothing and fancy goods in Sydney were no cheaper than in Wellington. He had not seen a suit of clothing in Sydney that he could not buy for as cheaply in New Zealand. He was struck with the great appearance of the streets, which was small in comparison with Wellington. After an absence of eight years he found the city and ground not only larger in population, but also well advanced in its public works and buildings.	[630, 1177, 777, 1317]
